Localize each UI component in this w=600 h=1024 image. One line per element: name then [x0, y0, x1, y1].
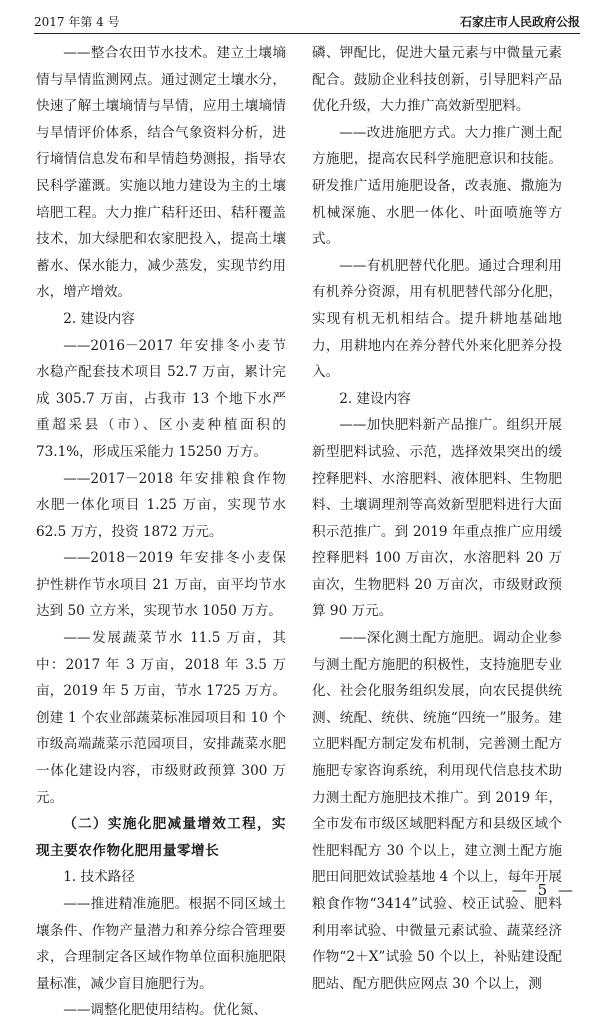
- paragraph: ——调整化肥使用结构。优化氮、: [63, 1002, 268, 1019]
- section-subheading: （二）实施化肥减量增效工程，实现主要农作物化肥用量零增长: [36, 816, 286, 859]
- paragraph: 1. 技术路径: [63, 869, 135, 886]
- page-number: — 5 —: [511, 881, 576, 899]
- paragraph: ——加快肥料新产品推广。组织开展新型肥料试验、示范，选择效果突出的缓控释肥料、水溶肥料、液体肥料、生物肥料、土壤调理剂等高效新型肥料进行大面积示范推广。到 2019 年重点推广应用缓控释肥料 100 万亩次，水溶肥料 20 万亩次，生物肥料 20 万亩次，市级财政预算 90 万元。: [312, 417, 562, 620]
- paragraph: ——深化测土配方施肥。调动企业参与测土配方施肥的积极性，支持施肥专业化、社会化服务组织发展，向农民提供统测、统配、统供、统施“四统一”服务。建立肥料配方制定发布机制，完善测土配方施肥专家咨询系统，利用现代信息技术助力测土配方施肥技术推广。到 2019 年，全市发布市级区域肥料配方和县级区域个性肥料配方 30 个以上，建立测土配方施肥田间肥效试验基地 4 个以上，每年开展粮食作物“3414”试验、校正试验、肥料利用率试验、中微量元素试验、蔬菜经济作物“2＋X”试验 50 个以上，补贴建设配肥站、配方肥供应网点 30 个以上，测: [312, 630, 562, 992]
- paragraph: 2. 建设内容: [63, 310, 135, 327]
- paragraph: ——2017－2018 年安排粮食作物水肥一体化项目 1.25 万亩，实现节水 62.5 万方，投资 1872 万元。: [36, 470, 286, 540]
- paragraph: ——整合农田节水技术。建立土壤墒情与旱情监测网点。通过测定土壤水分，快速了解土壤墒情与旱情，应用土壤墒情与旱情评价体系，结合气象资料分析，进行墒情信息发布和旱情趋势测报，指导农民科学灌溉。实施以地力建设为主的土壤培肥工程。大力推广秸秆还田、秸秆覆盖技术，加大绿肥和农家肥投入，提高土壤蓄水、保水能力，减少蒸发，实现节约用水，增产增效。: [36, 45, 286, 301]
- paragraph: ——2016－2017 年安排冬小麦节水稳产配套技术项目 52.7 万亩，累计完成 305.7 万亩，占我市 13 个地下水严重超采县（市）、区小麦种植面积的 73.1%，形成压采能力 15250 万方。: [36, 337, 286, 460]
- paragraph: 2. 建设内容: [339, 390, 411, 407]
- issue-label: 2017 年第 4 号: [34, 15, 120, 29]
- paragraph: ——有机肥替代化肥。通过合理利用有机养分资源，用有机肥替代部分化肥，实现有机无机相结合。提升耕地基础地力，用耕地内在养分替代外来化肥养分投入。: [312, 257, 562, 381]
- paragraph: 磷、钾配比，促进大量元素与中微量元素配合。鼓励企业科技创新，引导肥料产品优化升级，大力推广高效新型肥料。: [312, 45, 562, 115]
- paragraph: ——发展蔬菜节水 11.5 万亩，其中：2017 年 3 万亩，2018 年 3.5 万亩，2019 年 5 万亩，节水 1725 万方。创建 1 个农业部蔬菜标准园项目和 10 个市级高端蔬菜示范园项目，安排蔬菜水肥一体化建设内容，市级财政预算 300 万元。: [36, 630, 286, 806]
- header-divider: [34, 33, 580, 34]
- paragraph: ——改进施肥方式。大力推广测土配方施肥，提高农民科学施肥意识和技能。研发推广适用施肥设备，改表施、撒施为机械深施、水肥一体化、叶面喷施等方式。: [312, 124, 562, 248]
- paragraph: ——推进精准施肥。根据不同区域土壤条件、作物产量潜力和养分综合管理要求，合理制定各区域作物单位面积施肥限量标准，减少盲目施肥行为。: [36, 896, 286, 992]
- paragraph: ——2018－2019 年安排冬小麦保护性耕作节水项目 21 万亩，亩平均节水达到 50 立方米，实现节水 1050 万方。: [36, 550, 286, 620]
- left-column: [36, 40, 286, 1024]
- page-header: [34, 12, 580, 32]
- publication-title: 石家庄市人民政府公报: [459, 15, 580, 29]
- right-column: [312, 40, 562, 997]
